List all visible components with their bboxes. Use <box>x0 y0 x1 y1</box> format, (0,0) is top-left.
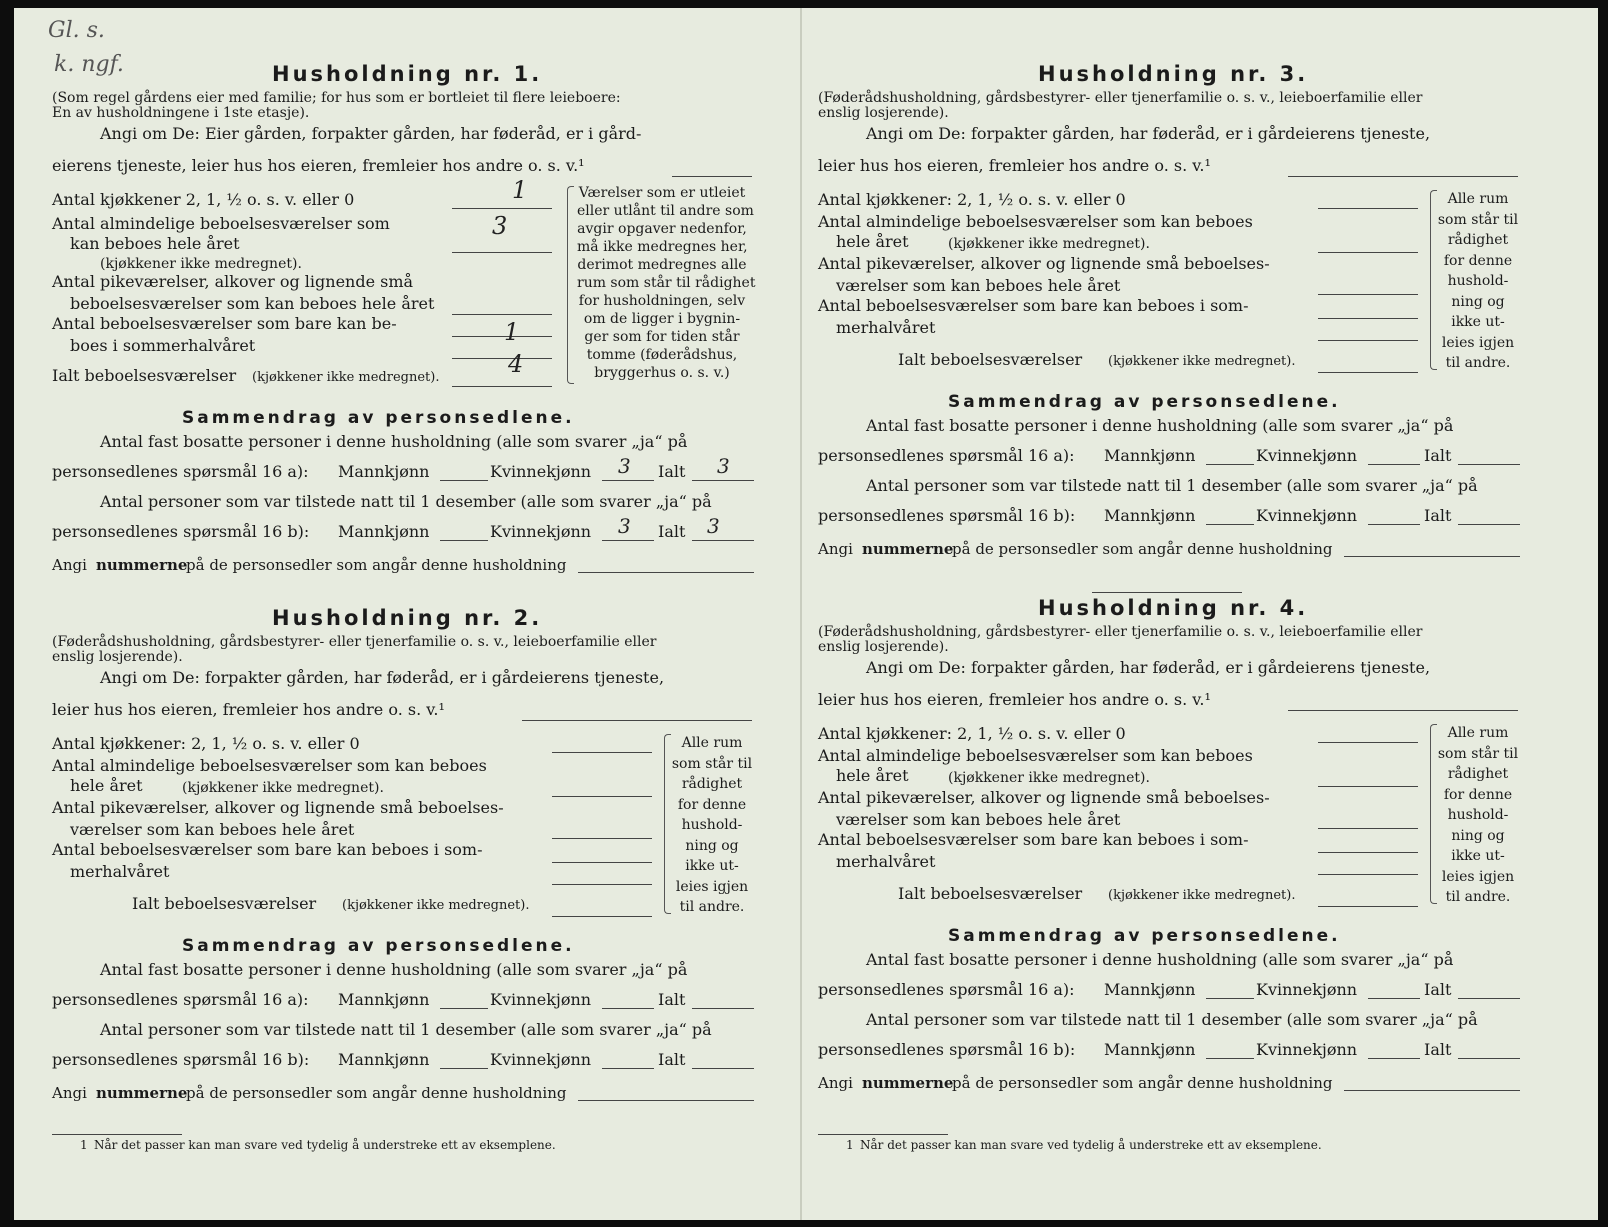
household-4-numbers-rest: på de personsedler som angår denne husholdning <box>952 1074 1333 1092</box>
household-1-q16b-male-label: Mannkjønn <box>338 522 430 541</box>
household-3-q16b-female-label: Kvinnekjønn <box>1256 506 1358 525</box>
household-1-hw-16a-total: 3 <box>717 454 730 478</box>
household-1-hw-16a-female: 3 <box>618 454 631 478</box>
corner-pencil-note: k. ngf. <box>54 52 124 77</box>
household-3-angi-line: leier hus hos eieren, fremleier hos andre o. s. v.¹ <box>818 156 1211 175</box>
household-1-q16b-total-label: Ialt <box>658 522 686 541</box>
household-1-brace-text: derimot medregnes alle <box>577 257 747 273</box>
household-2-room-row: Antal beboelsesværelser som bare kan beboes i som- <box>52 840 483 859</box>
household-3-brace-text: som står til <box>1437 211 1519 228</box>
household-3-room-row: hele året <box>836 232 909 251</box>
household-3-room-row: Antal pikeværelser, alkover og lignende små beboelses- <box>818 254 1270 273</box>
household-1-brace-text: bryggerhus o. s. v.) <box>594 365 730 381</box>
fill-line <box>452 208 552 209</box>
household-1-brace-text: ger som for tiden står <box>584 329 740 345</box>
footnote-marker: 1 <box>846 1138 854 1152</box>
household-4-brace-text: som står til <box>1437 745 1519 762</box>
household-4-title: Husholdning nr. 4. <box>1038 596 1309 620</box>
household-2-q16a-text: Antal fast bosatte personer i denne husholdning (alle som svarer „ja“ på <box>100 960 688 979</box>
fill-line <box>1206 524 1254 525</box>
household-1-angi-line: Angi om De: Eier gården, forpakter gården, har føderåd, er i gård- <box>100 124 642 143</box>
household-1-total-label: Ialt beboelsesværelser <box>52 366 237 385</box>
household-3-total-note: (kjøkkener ikke medregnet). <box>1108 354 1296 369</box>
household-2-q16a-female-label: Kvinnekjønn <box>490 990 592 1009</box>
household-2-brace-text: leies igjen <box>675 878 749 895</box>
household-1-brace-text: avgir opgaver nedenfor, <box>577 221 747 237</box>
household-3-brace-text: til andre. <box>1445 355 1511 371</box>
household-1-brace-text: om de ligger i bygnin- <box>583 311 741 327</box>
household-3-q16b-male-label: Mannkjønn <box>1104 506 1196 525</box>
household-2-numbers-bold: nummerne <box>96 1084 188 1102</box>
fill-line <box>1318 340 1418 341</box>
household-1-hw-rooms: 3 <box>492 212 508 240</box>
fill-line <box>1458 464 1520 465</box>
household-2-room-row: Antal kjøkkener: 2, 1, ½ o. s. v. eller 0 <box>52 734 360 753</box>
fill-line <box>1318 852 1418 853</box>
household-2-room-row: merhalvåret <box>70 862 170 881</box>
fill-line <box>1206 998 1254 999</box>
household-2-q16b-text: personsedlenes spørsmål 16 b): <box>52 1050 310 1069</box>
household-1-summary-title: Sammendrag av personsedlene. <box>182 408 575 428</box>
household-1-brace-text: rum som står til rådighet <box>577 275 756 291</box>
household-2-total-note: (kjøkkener ikke medregnet). <box>342 898 530 913</box>
household-1-q16b-female-label: Kvinnekjønn <box>490 522 592 541</box>
household-1-brace-text: for husholdningen, selv <box>578 293 746 309</box>
household-3-q16a-total-label: Ialt <box>1424 446 1452 465</box>
household-2-room-row: hele året <box>70 776 143 795</box>
household-3-note: enslig losjerende). <box>818 105 949 121</box>
household-2-q16b-male-label: Mannkjønn <box>338 1050 430 1069</box>
household-3-angi-line: Angi om De: forpakter gården, har føderåd, er i gårdeierens tjeneste, <box>866 124 1431 143</box>
footnote: Når det passer kan man svare ved tydelig å understreke ett av eksemplene. <box>94 1138 556 1152</box>
household-2-brace-text: for denne <box>677 796 747 813</box>
household-1-q16b-text: personsedlenes spørsmål 16 b): <box>52 522 310 541</box>
household-1-q16a-total-label: Ialt <box>658 462 686 481</box>
household-2-brace-text: hushold- <box>681 817 743 833</box>
fill-line <box>602 480 654 481</box>
household-2-title: Husholdning nr. 2. <box>272 606 543 630</box>
household-1-brace-text: Værelser som er utleiet <box>578 185 746 201</box>
household-2-numbers-rest: på de personsedler som angår denne husholdning <box>186 1084 567 1102</box>
household-4-room-row: Antal almindelige beboelsesværelser som kan beboes <box>818 746 1253 765</box>
fill-line <box>552 838 652 839</box>
household-1-room-row: beboelsesværelser som kan beboes hele året <box>70 294 435 313</box>
household-1-numbers-bold: nummerne <box>96 556 188 574</box>
fill-line <box>672 176 752 177</box>
household-4-q16a-female-label: Kvinnekjønn <box>1256 980 1358 999</box>
fill-line <box>1318 742 1418 743</box>
fill-line <box>452 358 552 359</box>
household-4-room-row: Antal pikeværelser, alkover og lignende små beboelses- <box>818 788 1270 807</box>
household-4-total-label: Ialt beboelsesværelser <box>898 884 1083 903</box>
fill-line <box>522 720 752 721</box>
fill-line <box>1318 208 1418 209</box>
household-4-room-row: Antal kjøkkener: 2, 1, ½ o. s. v. eller 0 <box>818 724 1126 743</box>
household-3-room-row: (kjøkkener ikke medregnet). <box>948 236 1150 252</box>
household-4-brace-text: for denne <box>1443 786 1513 803</box>
fill-line <box>1368 998 1420 999</box>
fill-line <box>1318 828 1418 829</box>
household-3-q16b-text: Antal personer som var tilstede natt til 1 desember (alle som svarer „ja“ på <box>866 476 1478 495</box>
household-1-hw-16b-female: 3 <box>618 514 631 538</box>
fill-line <box>552 884 652 885</box>
household-3-title: Husholdning nr. 3. <box>1038 62 1309 86</box>
household-2-room-row: Antal pikeværelser, alkover og lignende små beboelses- <box>52 798 504 817</box>
fill-line <box>552 796 652 797</box>
fill-line <box>440 480 488 481</box>
household-3-q16a-male-label: Mannkjønn <box>1104 446 1196 465</box>
household-4-brace-text: ning og <box>1451 827 1505 844</box>
household-1-numbers-rest: på de personsedler som angår denne husholdning <box>186 556 567 574</box>
household-2-brace-text: rådighet <box>681 776 743 792</box>
household-3-numbers-bold: nummerne <box>862 540 954 558</box>
fill-line <box>1368 1058 1420 1059</box>
household-3-room-row: Antal beboelsesværelser som bare kan beboes i som- <box>818 296 1249 315</box>
fill-line <box>1288 176 1518 177</box>
household-1-room-row: Antal kjøkkener 2, 1, ½ o. s. v. eller 0 <box>52 190 355 209</box>
household-4-summary-title: Sammendrag av personsedlene. <box>948 926 1341 946</box>
footnote-rule <box>52 1134 182 1135</box>
fill-line <box>602 1008 654 1009</box>
fill-line <box>692 540 754 541</box>
household-4-room-row: (kjøkkener ikke medregnet). <box>948 770 1150 786</box>
household-1-hw-kitchens: 1 <box>512 176 528 204</box>
household-1-numbers-label: Angi <box>52 556 87 574</box>
household-2-q16b-text: Antal personer som var tilstede natt til 1 desember (alle som svarer „ja“ på <box>100 1020 712 1039</box>
household-4-q16a-text: Antal fast bosatte personer i denne husholdning (alle som svarer „ja“ på <box>866 950 1454 969</box>
fill-line <box>1458 1058 1520 1059</box>
household-4-q16a-total-label: Ialt <box>1424 980 1452 999</box>
household-4-numbers-label: Angi <box>818 1074 853 1092</box>
household-1-brace-text: må ikke medregnes her, <box>577 239 748 255</box>
household-2-q16a-male-label: Mannkjønn <box>338 990 430 1009</box>
household-2-note: (Føderådshusholdning, gårdsbestyrer- eller tjenerfamilie o. s. v., leieboerfamilie eller <box>52 634 657 650</box>
household-2-note: enslig losjerende). <box>52 649 183 665</box>
fill-line <box>1288 710 1518 711</box>
household-3-room-row: merhalvåret <box>836 318 936 337</box>
household-4-q16a-text: personsedlenes spørsmål 16 a): <box>818 980 1075 999</box>
household-2-room-row: værelser som kan beboes hele året <box>70 820 355 839</box>
household-3-brace-text: ikke ut- <box>1451 314 1505 330</box>
fill-line <box>452 336 552 337</box>
household-4-total-note: (kjøkkener ikke medregnet). <box>1108 888 1296 903</box>
household-1-room-row: boes i sommerhalvåret <box>70 336 256 355</box>
footnote-marker: 1 <box>80 1138 88 1152</box>
household-4-brace-text: leies igjen <box>1441 868 1515 885</box>
household-2-brace-text: til andre. <box>679 899 745 915</box>
fill-line <box>1368 464 1420 465</box>
household-2-brace-text: som står til <box>671 755 753 772</box>
household-4-brace-text: Alle rum <box>1447 725 1509 741</box>
household-3-q16a-female-label: Kvinnekjønn <box>1256 446 1358 465</box>
household-1-brace <box>567 186 574 384</box>
household-2-angi-line: Angi om De: forpakter gården, har føderåd, er i gårdeierens tjeneste, <box>100 668 665 687</box>
household-4-q16b-total-label: Ialt <box>1424 1040 1452 1059</box>
fill-line <box>692 1008 754 1009</box>
household-4-numbers-bold: nummerne <box>862 1074 954 1092</box>
household-1-note: En av husholdningene i 1ste etasje). <box>52 105 310 121</box>
household-4-brace-text: ikke ut- <box>1451 848 1505 864</box>
household-4-room-row: værelser som kan beboes hele året <box>836 810 1121 829</box>
household-1-q16a-female-label: Kvinnekjønn <box>490 462 592 481</box>
household-2-q16a-text: personsedlenes spørsmål 16 a): <box>52 990 309 1009</box>
household-4-angi-line: leier hus hos eieren, fremleier hos andre o. s. v.¹ <box>818 690 1211 709</box>
household-3-brace-text: leies igjen <box>1441 334 1515 351</box>
household-2-q16b-total-label: Ialt <box>658 1050 686 1069</box>
household-1-q16b-text: Antal personer som var tilstede natt til 1 desember (alle som svarer „ja“ på <box>100 492 712 511</box>
fill-line <box>440 1008 488 1009</box>
household-3-numbers-rest: på de personsedler som angår denne husholdning <box>952 540 1333 558</box>
fill-line <box>440 540 488 541</box>
household-3-room-row: værelser som kan beboes hele året <box>836 276 1121 295</box>
fill-line <box>452 252 552 253</box>
household-2-q16a-total-label: Ialt <box>658 990 686 1009</box>
household-4-room-row: merhalvåret <box>836 852 936 871</box>
household-1-title: Husholdning nr. 1. <box>272 62 543 86</box>
fill-line <box>552 916 652 917</box>
fill-line <box>578 572 754 573</box>
household-4-angi-line: Angi om De: forpakter gården, har føderåd, er i gårdeierens tjeneste, <box>866 658 1431 677</box>
household-1-hw-total: 4 <box>508 350 524 378</box>
fill-line <box>1206 1058 1254 1059</box>
fill-line <box>578 1100 754 1101</box>
household-2-q16b-female-label: Kvinnekjønn <box>490 1050 592 1069</box>
footnote: Når det passer kan man svare ved tydelig å understreke ett av eksemplene. <box>860 1138 1322 1152</box>
household-3-q16a-text: Antal fast bosatte personer i denne husholdning (alle som svarer „ja“ på <box>866 416 1454 435</box>
fill-line <box>1318 372 1418 373</box>
fill-line <box>692 480 754 481</box>
household-1-q16a-text: personsedlenes spørsmål 16 a): <box>52 462 309 481</box>
household-1-q16a-male-label: Mannkjønn <box>338 462 430 481</box>
household-1-hw-summer: 1 <box>504 318 520 346</box>
fill-line <box>602 1068 654 1069</box>
household-1-room-row: (kjøkkener ikke medregnet). <box>100 256 302 272</box>
household-3-numbers-label: Angi <box>818 540 853 558</box>
household-3-note: (Føderådshusholdning, gårdsbestyrer- eller tjenerfamilie o. s. v., leieboerfamilie eller <box>818 90 1423 106</box>
household-2-brace-text: ikke ut- <box>685 858 739 874</box>
household-1-brace-text: eller utlånt til andre som <box>577 203 754 219</box>
household-4-room-row: hele året <box>836 766 909 785</box>
footnote-rule <box>818 1134 948 1135</box>
household-2-brace-text: ning og <box>685 837 739 854</box>
household-1-q16a-text: Antal fast bosatte personer i denne husholdning (alle som svarer „ja“ på <box>100 432 688 451</box>
fill-line <box>452 314 552 315</box>
fill-line <box>602 540 654 541</box>
fill-line <box>440 1068 488 1069</box>
household-2-numbers-label: Angi <box>52 1084 87 1102</box>
page-fold <box>800 8 802 1220</box>
fill-line <box>552 862 652 863</box>
household-1-total-note: (kjøkkener ikke medregnet). <box>252 370 440 385</box>
fill-line <box>1318 906 1418 907</box>
fill-line <box>552 752 652 753</box>
household-1-note: (Som regel gårdens eier med familie; for hus som er bortleiet til flere leieboere: <box>52 90 621 106</box>
household-4-q16a-male-label: Mannkjønn <box>1104 980 1196 999</box>
corner-pencil-note: Gl. s. <box>48 18 105 43</box>
household-4-brace-text: rådighet <box>1447 766 1509 782</box>
household-1-brace-text: tomme (føderådshus, <box>586 347 738 363</box>
fill-line <box>1344 1090 1520 1091</box>
household-4-note: (Føderådshusholdning, gårdsbestyrer- eller tjenerfamilie o. s. v., leieboerfamilie eller <box>818 624 1423 640</box>
household-2-summary-title: Sammendrag av personsedlene. <box>182 936 575 956</box>
fill-line <box>1368 524 1420 525</box>
household-4-q16b-female-label: Kvinnekjønn <box>1256 1040 1358 1059</box>
fill-line <box>692 1068 754 1069</box>
household-3-brace-text: for denne <box>1443 252 1513 269</box>
household-3-brace-text: hushold- <box>1447 273 1509 289</box>
household-3-summary-title: Sammendrag av personsedlene. <box>948 392 1341 412</box>
fill-line <box>452 386 552 387</box>
household-1-room-row: Antal almindelige beboelsesværelser som <box>52 214 390 233</box>
household-4-brace-text: hushold- <box>1447 807 1509 823</box>
household-3-room-row: Antal kjøkkener: 2, 1, ½ o. s. v. eller 0 <box>818 190 1126 209</box>
household-3-q16b-total-label: Ialt <box>1424 506 1452 525</box>
household-1-room-row: Antal beboelsesværelser som bare kan be- <box>52 314 397 333</box>
household-4-q16b-text: personsedlenes spørsmål 16 b): <box>818 1040 1076 1059</box>
fill-line <box>1458 998 1520 999</box>
household-4-q16b-male-label: Mannkjønn <box>1104 1040 1196 1059</box>
household-3-q16b-text: personsedlenes spørsmål 16 b): <box>818 506 1076 525</box>
fill-line <box>1458 524 1520 525</box>
household-3-brace-text: Alle rum <box>1447 191 1509 207</box>
household-1-room-row: Antal pikeværelser, alkover og lignende små <box>52 272 414 291</box>
fill-line <box>1318 294 1418 295</box>
household-4-q16b-text: Antal personer som var tilstede natt til 1 desember (alle som svarer „ja“ på <box>866 1010 1478 1029</box>
household-4-brace-text: til andre. <box>1445 889 1511 905</box>
fill-line <box>1344 556 1520 557</box>
fill-line <box>1206 464 1254 465</box>
household-4-room-row: Antal beboelsesværelser som bare kan beboes i som- <box>818 830 1249 849</box>
household-3-room-row: Antal almindelige beboelsesværelser som kan beboes <box>818 212 1253 231</box>
household-3-q16a-text: personsedlenes spørsmål 16 a): <box>818 446 1075 465</box>
fill-line <box>1318 786 1418 787</box>
section-divider <box>1092 592 1242 593</box>
household-1-room-row: kan beboes hele året <box>70 234 240 253</box>
household-3-brace-text: rådighet <box>1447 232 1509 248</box>
household-2-brace-text: Alle rum <box>681 735 743 751</box>
household-2-room-row: Antal almindelige beboelsesværelser som kan beboes <box>52 756 487 775</box>
household-2-total-label: Ialt beboelsesværelser <box>132 894 317 913</box>
household-2-room-row: (kjøkkener ikke medregnet). <box>182 780 384 796</box>
fill-line <box>1318 252 1418 253</box>
fill-line <box>1318 318 1418 319</box>
household-1-angi-line: eierens tjeneste, leier hus hos eieren, fremleier hos andre o. s. v.¹ <box>52 156 585 175</box>
fill-line <box>1318 874 1418 875</box>
household-3-total-label: Ialt beboelsesværelser <box>898 350 1083 369</box>
household-3-brace-text: ning og <box>1451 293 1505 310</box>
household-2-angi-line: leier hus hos eieren, fremleier hos andre o. s. v.¹ <box>52 700 445 719</box>
household-1-hw-16b-total: 3 <box>707 514 720 538</box>
household-4-note: enslig losjerende). <box>818 639 949 655</box>
